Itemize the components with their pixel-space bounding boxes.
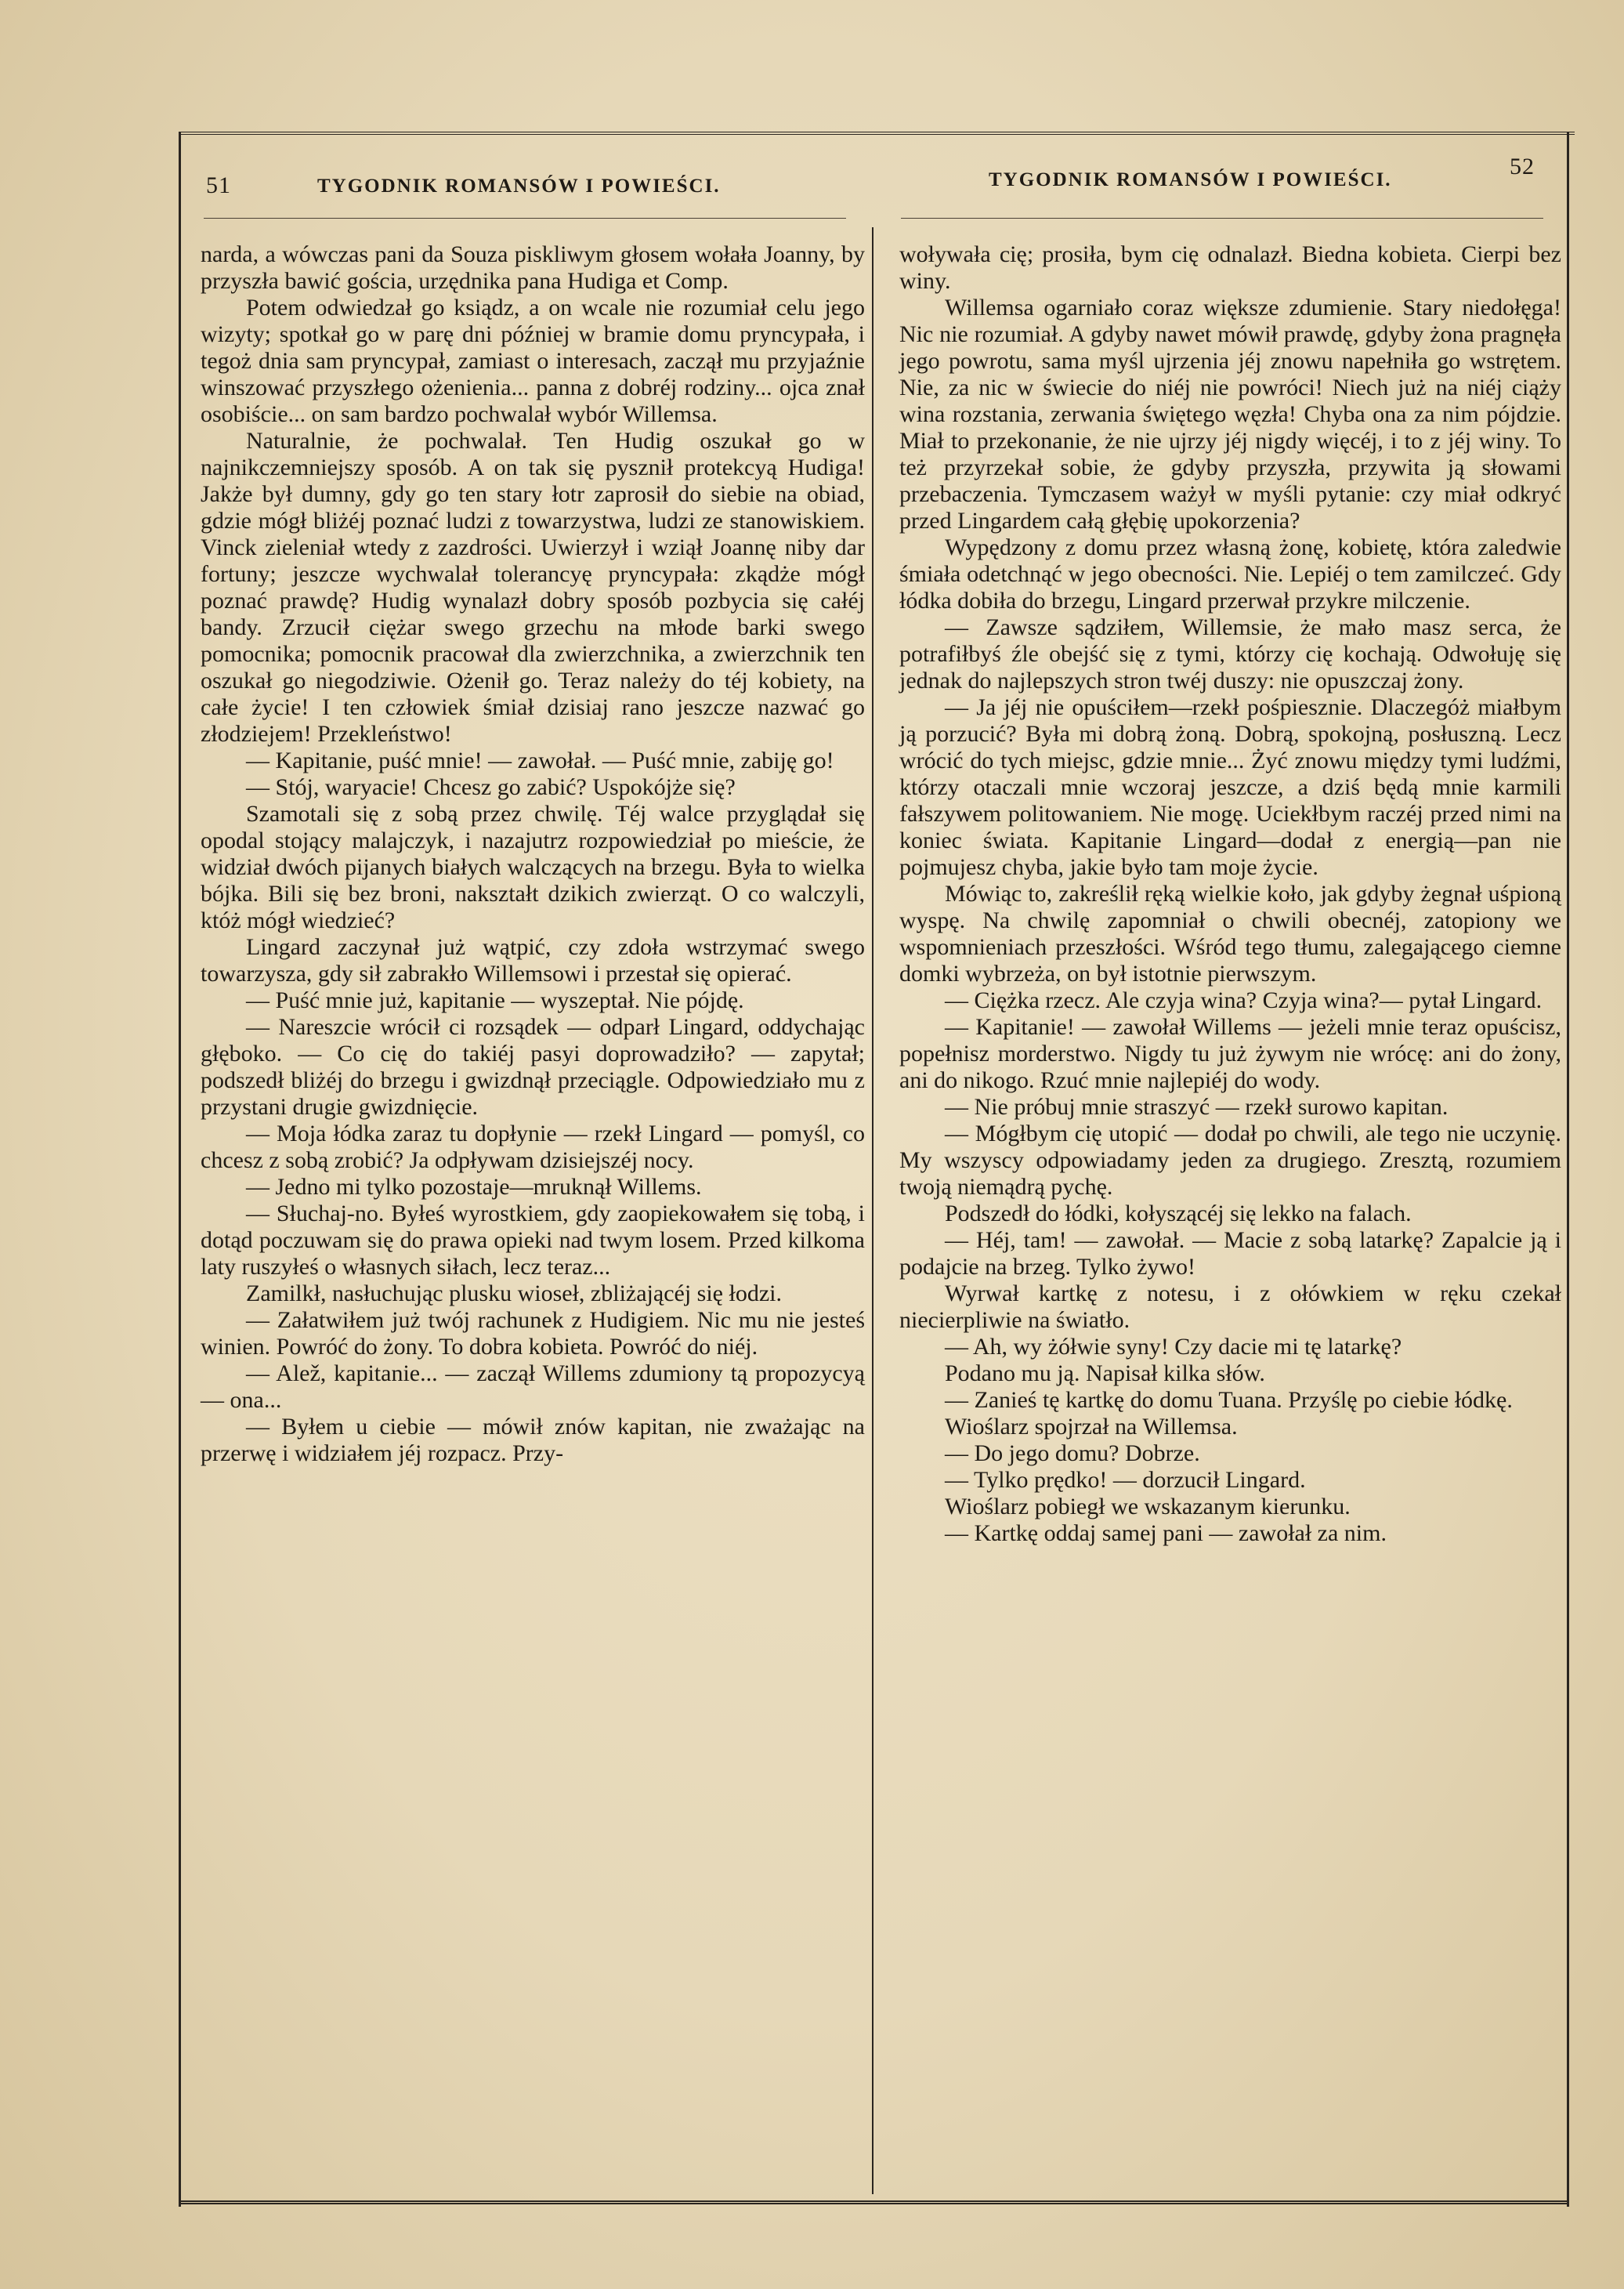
paragraph: — Mógłbym cię utopić — dodał po chwili, ale tego nie uczynię. My wszyscy odpowiadamy jeden za drugiego. Zresztą, rozumiem twoją niemądrą pychę. <box>899 1121 1561 1200</box>
left-column <box>201 241 865 1467</box>
paragraph: — Héj, tam! — zawołał. — Macie z sobą latarkę? Zapalcie ją i podajcie na brzeg. Tylko żywo! <box>899 1227 1561 1280</box>
paragraph: Lingard zaczynał już wątpić, czy zdoła wstrzymać swego towarzysza, gdy sił zabrakło Willemsowi i przestał się opierać. <box>201 934 865 987</box>
paragraph: Naturalnie, że pochwalał. Ten Hudig oszukał go w najnikczemniejszy sposób. A on tak się pysznił protekcyą Hudiga! Jakże był dumny, gdy go ten stary łotr zaprosił do siebie na obiad, gdzie mógł bliżéj poznać ludzi z towarzystwa, ludzi ze stanowiskiem. Vinck zieleniał wtedy z zazdrości. Uwierzył i wziął Joannę niby dar fortuny; jeszcze wychwalał tolerancyę pryncypała: zkądże mógł poznać prawdę? Hudig wynalazł dobry sposób pozbycia się całéj bandy. Zrzucił ciężar swego grzechu na młode barki swego pomocnika; pomocnik pracował dla zwierzchnika, a zwierzchnik ten oszukał go niegodziwie. Ożenił go. Teraz należy do téj kobiety, na całe życie! I ten człowiek śmiał dzisiaj rano jeszcze nazwać go złodziejem! Przekleństwo! <box>201 428 865 747</box>
paragraph: — Alež, kapitanie... — zaczął Willems zdumiony tą propozycyą — ona... <box>201 1360 865 1413</box>
paragraph: Wypędzony z domu przez własną żonę, kobietę, która zaledwie śmiała odetchnąć w jego obecności. Nie. Lepiéj o tem zamilczeć. Gdy łódka dobiła do brzegu, Lingard przerwał przykre milczenie. <box>899 534 1561 614</box>
paragraph: — Nie próbuj mnie straszyć — rzekł surowo kapitan. <box>945 1094 1449 1120</box>
paragraph: — Słuchaj-no. Byłeś wyrostkiem, gdy zaopiekowałem się tobą, i dotąd poczuwam się do prawa opieki nad twym losem. Przed kilkoma laty ruszyłeś o własnych siłach, lecz teraz... <box>201 1201 865 1280</box>
paragraph: — Załatwiłem już twój rachunek z Hudigiem. Nic mu nie jesteś winien. Powróć do żony. To dobra kobieta. Powróć do niéj. <box>201 1307 865 1360</box>
running-title-right: TYGODNIK ROMANSÓW I POWIEŚCI. <box>989 169 1392 190</box>
paragraph: — Stój, waryacie! Chcesz go zabić? Uspokójże się? <box>246 774 736 800</box>
frame-left-rule <box>179 132 181 2207</box>
page-number-left: 51 <box>206 172 231 198</box>
paragraph: — Ja jéj nie opuściłem—rzekł pośpiesznie. Dlaczegóż miałbym ją porzucić? Była mi dobrą żoną. Dobrą, spokojną, posłuszną. Lecz wrócić do tych miejsc, gdzie mnie... Żyć znowu między tymi ludźmi, którzy otaczali mnie wczoraj jeszcze, a dziś będą mnie karmili fałszywem politowaniem. Nie mogę. Uciekłbym raczéj przed nimi na koniec świata. Kapitanie Lingard—dodał z energią—pan nie pojmujesz chyba, jakie było tam moje życie. <box>899 694 1561 880</box>
paragraph: Wyrwał kartkę z notesu, i z ołówkiem w ręku czekał niecierpliwie na światło. <box>899 1280 1561 1333</box>
paragraph: — Do jego domu? Dobrze. <box>945 1440 1200 1466</box>
paragraph: — Kartkę oddaj samej pani — zawołał za nim. <box>945 1520 1387 1546</box>
paragraph: — Kapitanie, puść mnie! — zawołał. — Puść mnie, zabiję go! <box>246 748 834 773</box>
paragraph: — Tylko prędko! — dorzucił Lingard. <box>945 1467 1306 1493</box>
paragraph: — Nareszcie wrócił ci rozsądek — odparł Lingard, oddychając głęboko. — Co cię do takiéj pasyi doprowadziło? — zapytał; podszedł bliżéj do brzegu i gwizdnął przeciągle. Odpowiedziało mu z przystani drugie gwizdnięcie. <box>201 1014 865 1120</box>
paragraph: — Zawsze sądziłem, Willemsie, że mało masz serca, że potrafiłbyś źle obejść się z tymi, którzy cię kochają. Odwołuję się jednak do najlepszych stron twéj duszy: nie opuszczaj żony. <box>899 614 1561 694</box>
paragraph: Zamilkł, nasłuchując plusku wioseł, zbliżającéj się łodzi. <box>246 1280 782 1306</box>
paragraph: — Moja łódka zaraz tu dopłynie — rzekł Lingard — pomyśl, co chcesz z sobą zrobić? Ja odpływam dzisiejszéj nocy. <box>201 1121 865 1173</box>
paragraph: — Ah, wy żółwie syny! Czy dacie mi tę latarkę? <box>945 1334 1402 1360</box>
running-title-left: TYGODNIK ROMANSÓW I POWIEŚCI. <box>317 176 721 197</box>
paragraph: Potem odwiedzał go ksiądz, a on wcale nie rozumiał celu jego wizyty; spotkał go w parę dni później w bramie domu pryncypała, i tegoż dnia sam pryncypał, zamiast o interesach, zaczął mu przyjaźnie winszować przyszłego ożenienia... panna z dobréj rodziny... ojca znał osobiście... on sam bardzo pochwalał wybór Willemsa. <box>201 295 865 427</box>
paragraph: Wioślarz spojrzał na Willemsa. <box>945 1414 1238 1440</box>
paragraph: — Ciężka rzecz. Ale czyja wina? Czyja wina?— pytał Lingard. <box>945 987 1543 1013</box>
paragraph: — Byłem u ciebie — mówił znów kapitan, nie zważając na przerwę i widziałem jéj rozpacz. Przy- <box>201 1414 865 1466</box>
paragraph: — Kapitanie! — zawołał Willems — jeżeli mnie teraz opuścisz, popełnisz morderstwo. Nigdy tu już żywym nie wrócę: ani do żony, ani do nikogo. Rzuć mnie najlepiéj do wody. <box>899 1014 1561 1093</box>
right-column <box>899 241 1561 1547</box>
frame-top-rule <box>180 132 1575 135</box>
paragraph: Szamotali się z sobą przez chwilę. Téj walce przyglądał się opodal stojący malajczyk, i nazajutrz rozpowiedział po mieście, że widział dwóch pijanych białych walczących na brzegu. Była to wielka bójka. Bili się bez broni, nakształt dzikich zwierząt. O co walczyli, któż mógł wiedzieć? <box>201 801 865 933</box>
paragraph: Podano mu ją. Napisał kilka słów. <box>945 1360 1265 1386</box>
column-divider <box>872 227 873 2194</box>
paragraph: — Puść mnie już, kapitanie — wyszeptał. Nie pójdę. <box>246 987 744 1013</box>
paragraph: Wioślarz pobiegł we wskazanym kierunku. <box>945 1494 1351 1519</box>
paragraph: narda, a wówczas pani da Souza piskliwym głosem wołała Joanny, by przyszła bawić gościa, urzędnika pana Hudiga et Comp. <box>201 241 865 294</box>
paragraph: — Zanieś tę kartkę do domu Tuana. Przyślę po ciebie łódkę. <box>945 1387 1513 1413</box>
paragraph: Podszedł do łódki, kołyszącéj się lekko na falach. <box>945 1201 1412 1226</box>
header-rule-left <box>204 218 846 219</box>
frame-bottom-rule <box>179 2200 1569 2204</box>
paragraph: — Jedno mi tylko pozostaje—mruknął Willems. <box>246 1174 702 1200</box>
header-rule-right <box>901 218 1543 219</box>
paragraph: Mówiąc to, zakreślił ręką wielkie koło, jak gdyby żegnał uśpioną wyspę. Na chwilę zapomniał o chwili obecnéj, zatopiony we wspomnieniach przeszłości. Wśród tego tłumu, zalegającego ciemne domki wybrzeża, on był istotnie pierwszym. <box>899 881 1561 987</box>
paragraph: Willemsa ogarniało coraz większe zdumienie. Stary niedołęga! Nic nie rozumiał. A gdyby nawet mówił prawdę, gdyby żona pragnęła jego powrotu, sama myśl ujrzenia jéj znowu napełniła go wstrętem. Nie, za nic w świecie do niéj nie powróci! Niech już na niéj ciąży wina rozstania, zerwania świętego węzła! Chyba ona za nim pójdzie. Miał to przekonanie, że nie ujrzy jéj nigdy więcéj, i to z jéj winy. To też przyrzekał sobie, że gdyby przyszła, przywita ją słowami przebaczenia. Tymczasem ważył w myśli pytanie: czy miał odkryć przed Lingardem całą głębię upokorzenia? <box>899 295 1561 534</box>
page-number-right: 52 <box>1510 154 1535 179</box>
frame-right-rule <box>1567 132 1569 2207</box>
paragraph: woływała cię; prosiła, bym cię odnalazł. Biedna kobieta. Cierpi bez winy. <box>899 241 1561 294</box>
